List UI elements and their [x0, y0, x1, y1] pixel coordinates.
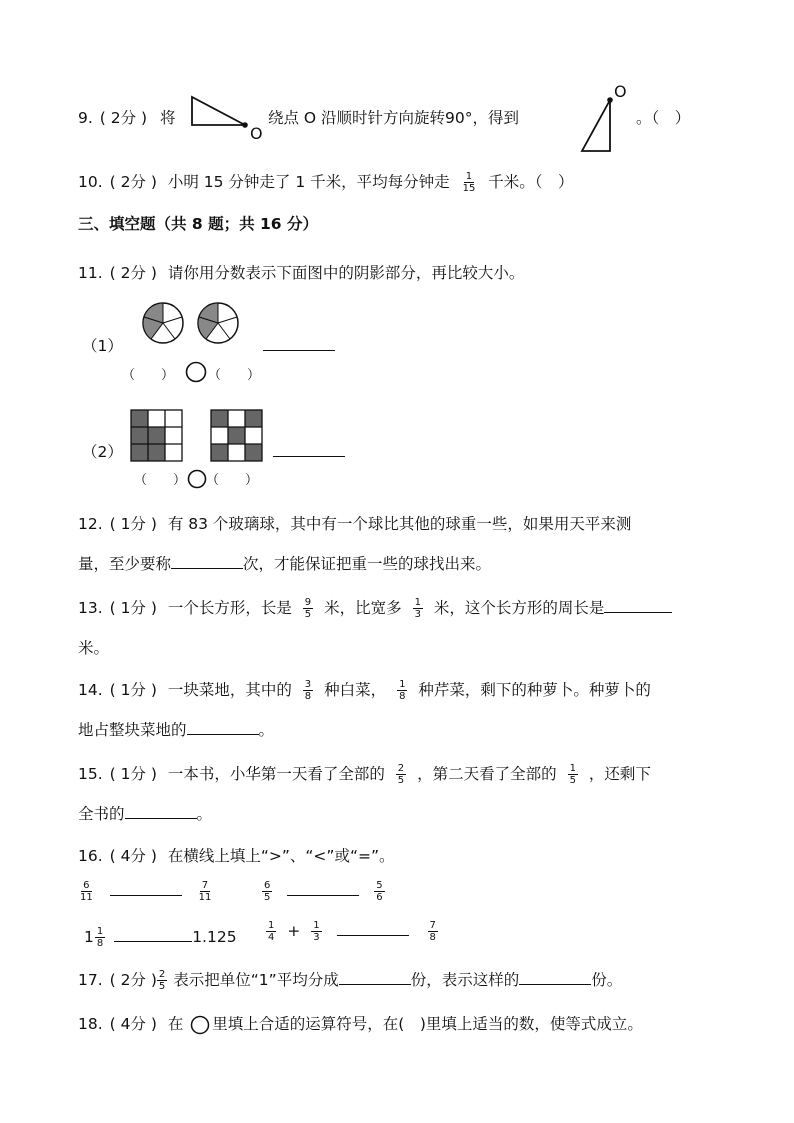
q16-row1-left	[78, 880, 213, 903]
q13-fraction-1: $\frac{9}{5}$	[304, 597, 312, 620]
q16-score: ( 4分 )	[109, 847, 157, 865]
q17-text1: 表示把单位“1”平均分成	[173, 971, 339, 989]
q16-blank-d[interactable]	[337, 931, 409, 936]
q12-score: ( 1分 )	[109, 515, 157, 533]
q11-part2-paren-left[interactable]: （ ）	[134, 473, 187, 488]
q16-blank-b[interactable]	[287, 891, 359, 896]
q14-blank[interactable]	[187, 722, 259, 735]
q15-score: ( 1分 )	[109, 765, 157, 783]
q16-blank-a[interactable]	[110, 891, 182, 896]
q11-part2-paren-right[interactable]: （ ）	[206, 473, 259, 488]
q17-text2: 份，表示这样的	[410, 971, 520, 989]
q15-text5: 。	[196, 805, 213, 823]
q18-text1: 在	[167, 1015, 184, 1033]
q16-row2-right	[266, 920, 438, 943]
q15-text3: ，还剩下	[588, 765, 651, 783]
q11-text: 请你用分数表示下面图中的阴影部分，再比较大小。	[167, 264, 525, 282]
q16-row2-left	[84, 926, 237, 949]
q9-o-label-1: O	[250, 124, 263, 143]
q16-number: 16.	[78, 847, 103, 865]
q10-fraction: $\frac{1}{15}$	[462, 171, 476, 194]
q15-line1	[78, 762, 651, 786]
q17-number: 17.	[78, 971, 103, 989]
q16-fraction-a2: $\frac{7}{11}$	[198, 880, 212, 903]
q9-text: 绕点 O 沿顺时针方向旋转90°，得到	[268, 109, 520, 127]
q14-text1: 一块菜地，其中的	[167, 681, 292, 699]
q13-fraction-2: $\frac{1}{3}$	[414, 597, 421, 620]
q9-number: 9.	[78, 109, 93, 127]
q13-number: 13.	[78, 599, 103, 617]
q11-grid-1	[130, 409, 184, 463]
q12-line1	[78, 512, 631, 534]
q17-blank-1[interactable]	[339, 972, 411, 985]
q10-text1: 小明 15 分钟走了 1 千米，平均每分钟走	[167, 173, 450, 191]
q13-text3: 米，这个长方形的周长是	[433, 599, 605, 617]
q16-row1-right	[262, 880, 385, 903]
q13-score: ( 1分 )	[109, 599, 157, 617]
q14-text2: 种白菜，	[324, 681, 387, 699]
q9-triangle-after	[580, 95, 620, 155]
q15-text2: ，第二天看了全部的	[417, 765, 557, 783]
q14-line2	[78, 718, 274, 740]
q11-pie-1	[141, 301, 185, 345]
q12-text2b: 次，才能保证把重一些的球找出来。	[243, 555, 492, 573]
q15-fraction-2: $\frac{1}{5}$	[569, 763, 576, 786]
q13-text1: 一个长方形，长是	[167, 599, 292, 617]
q12-text1: 有 83 个玻璃球，其中有一个球比其他的球重一些，如果用天平来测	[167, 515, 632, 533]
q17-text3: 份。	[591, 971, 623, 989]
q11-grid-2	[210, 409, 264, 463]
q16-blank-c[interactable]	[114, 937, 192, 942]
q10-score: ( 2分 )	[109, 173, 157, 191]
q13-line1	[78, 596, 672, 620]
q16-fraction-a1: $\frac{6}{11}$	[80, 880, 93, 903]
q12-line2	[78, 552, 491, 574]
q11-part2-blank[interactable]	[273, 444, 345, 457]
q11-score: ( 2分 )	[109, 264, 157, 282]
q11-part2-label: （2）	[82, 443, 123, 461]
q9-pre: 将	[159, 109, 176, 127]
q11-part1-compare-circle[interactable]	[185, 361, 207, 383]
q16-fraction-d1: $\frac{1}{4}$	[268, 920, 275, 943]
q14-fraction-2: $\frac{1}{8}$	[399, 679, 406, 702]
q16-mixed-fraction: $\frac{1}{8}$	[96, 926, 104, 949]
q10-number: 10.	[78, 173, 103, 191]
q10-text2: 千米。（ ）	[488, 173, 574, 191]
q18-score: ( 4分 )	[109, 1015, 157, 1033]
q11-part1-paren-left[interactable]: （ ）	[122, 368, 175, 383]
q16-fraction-b1: $\frac{6}{5}$	[264, 880, 271, 903]
section3-title: 三、填空题（共 8 题；共 16 分）	[78, 215, 318, 233]
q9-tail: 。（ ）	[636, 109, 691, 127]
q9-line	[78, 106, 176, 128]
q14-number: 14.	[78, 681, 103, 699]
q9-score: ( 2分 )	[99, 109, 148, 127]
q14-text3: 种芹菜，剩下的种萝卜。种萝卜的	[418, 681, 651, 699]
q17-score: ( 2分 )	[109, 971, 157, 989]
q18-circle-symbol	[190, 1015, 210, 1035]
q14-text5: 。	[258, 721, 275, 739]
q15-text1: 一本书，小华第一天看了全部的	[167, 765, 385, 783]
q11-part1-label: （1）	[82, 337, 123, 355]
q14-line1	[78, 678, 651, 702]
q16-decimal: 1.125	[192, 928, 237, 946]
q10-line	[78, 170, 574, 194]
q14-text4: 地占整块菜地的	[78, 721, 187, 739]
q18-line	[78, 1012, 643, 1035]
q9-triangle-before	[190, 95, 250, 135]
q18-text2: 里填上合适的运算符号，在( )里填上适当的数，使等式成立。	[212, 1015, 643, 1033]
q18-number: 18.	[78, 1015, 103, 1033]
q12-text2a: 量，至少要称	[78, 555, 172, 573]
q16-fraction-d2: $\frac{1}{3}$	[313, 920, 320, 943]
q16-fraction-b2: $\frac{5}{6}$	[376, 880, 383, 903]
q16-mixed-whole: 1	[84, 928, 94, 946]
q16-plus: +	[287, 922, 301, 940]
q17-fraction: $\frac{2}{5}$	[158, 969, 166, 992]
q11-part1-paren-right[interactable]: （ ）	[208, 368, 261, 383]
q17-blank-2[interactable]	[519, 972, 591, 985]
q15-fraction-1: $\frac{2}{5}$	[397, 763, 405, 786]
q16-text: 在横线上填上“>”、“<”或“=”。	[167, 847, 395, 865]
q11-number: 11.	[78, 264, 103, 282]
q11-pie-2	[196, 301, 240, 345]
q15-number: 15.	[78, 765, 103, 783]
q11-line	[78, 261, 524, 283]
q12-number: 12.	[78, 515, 103, 533]
q13-text2: 米，比宽多	[324, 599, 402, 617]
q15-line2	[78, 802, 212, 824]
q11-part2-compare-circle[interactable]	[187, 469, 207, 489]
q14-score: ( 1分 )	[109, 681, 157, 699]
q13-line2: 米。	[78, 639, 110, 657]
q15-text4: 全书的	[78, 805, 125, 823]
q9-o-label-2: O	[614, 82, 627, 101]
q14-fraction-1: $\frac{3}{8}$	[304, 679, 312, 702]
q15-blank[interactable]	[125, 806, 197, 819]
q17-line	[78, 968, 622, 992]
q16-fraction-d3: $\frac{7}{8}$	[429, 920, 436, 943]
q11-part1-blank[interactable]	[263, 338, 335, 351]
q16-line	[78, 844, 395, 866]
q13-blank[interactable]	[604, 600, 672, 613]
q12-blank[interactable]	[171, 556, 243, 569]
